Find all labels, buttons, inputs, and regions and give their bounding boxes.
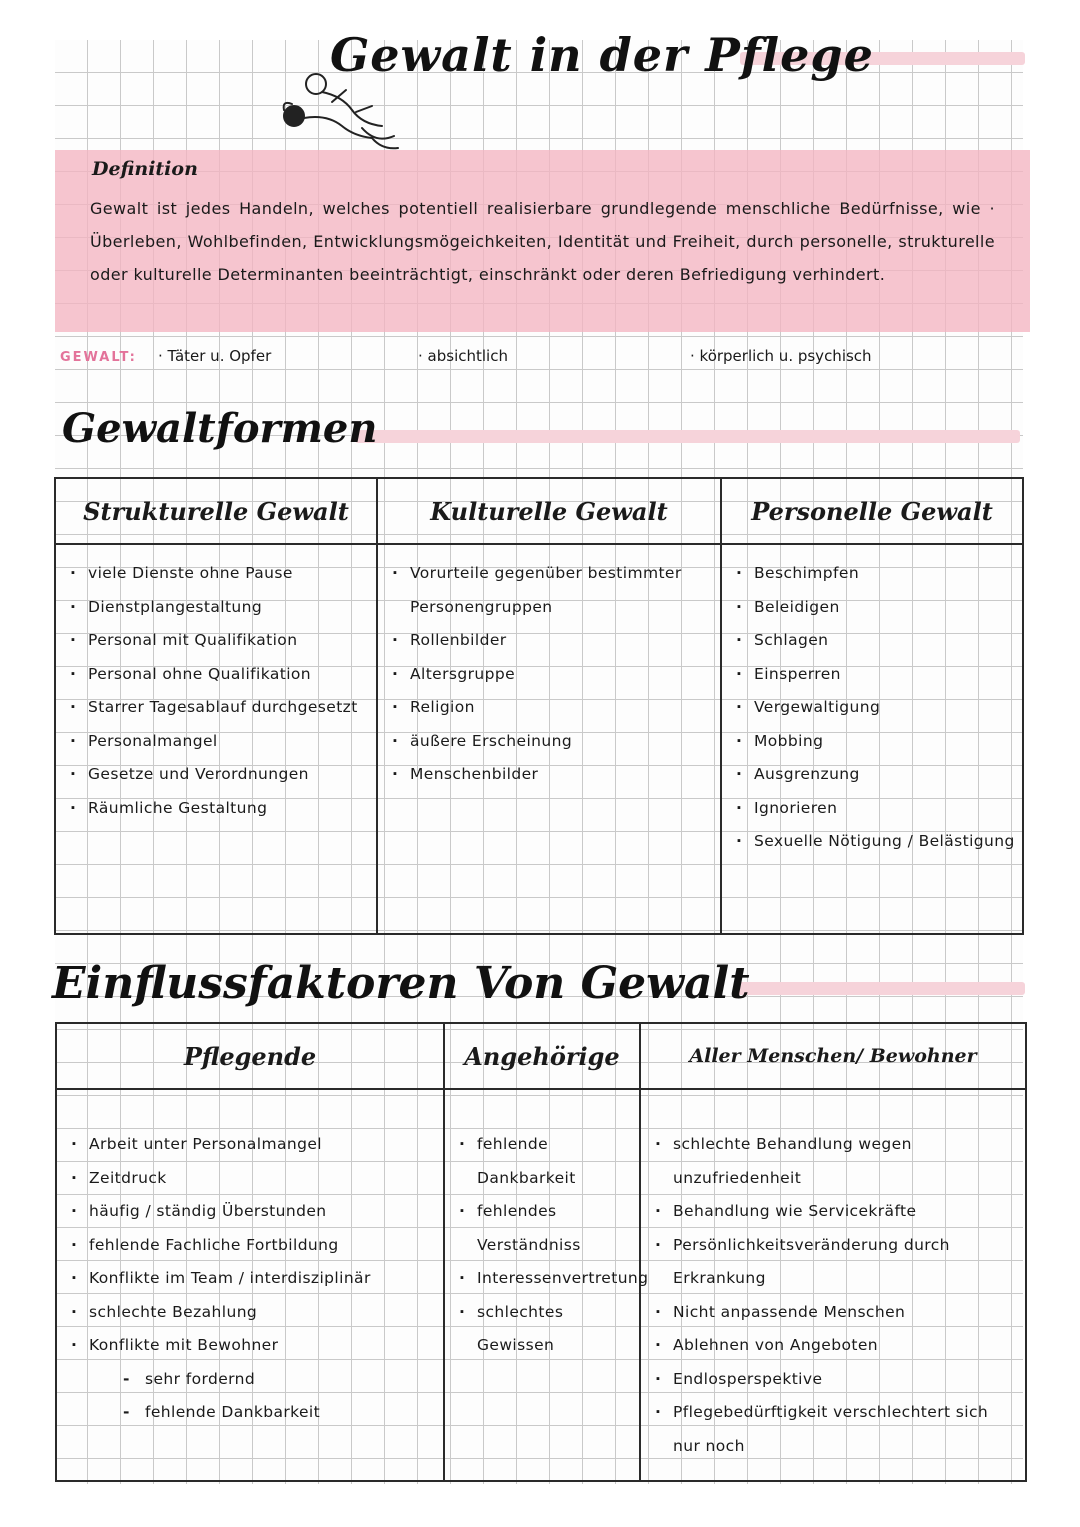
definition-text: Gewalt ist jedes Handeln, welches potentiell realisierbare grundlegende menschliche Bedürfnisse, wie · Überleben, Wohlbefinden, Entwicklungsmögeichkeiten, Identität und Freiheit, durch personelle, strukturelle oder kulturelle Determinanten beeinträchtigt, einschränkt oder deren Befriedigung verhindert. <box>90 199 995 284</box>
einfluss-highlight-strip <box>735 982 1025 995</box>
list-item: · Arbeit unter Personalmangel <box>67 1128 437 1162</box>
list-item: · Sexuelle Nötigung / Belästigung <box>732 825 1016 859</box>
column-cell <box>56 1089 444 1481</box>
list-item: · Ignorieren <box>732 792 1016 826</box>
list-item: · Ausgrenzung <box>732 758 1016 792</box>
list-item: · Gesetze und Verordnungen <box>66 758 370 792</box>
list-item: · Schlagen <box>732 624 1016 658</box>
list-item: · Vorurteile gegenüber bestimmter Personengruppen <box>388 557 714 624</box>
column-heading: Strukturelle Gewalt <box>55 478 377 544</box>
list-item: · Ablehnen von Angeboten <box>651 1329 1019 1363</box>
list-item: · Personal mit Qualifikation <box>66 624 370 658</box>
column-heading: Aller Menschen/ Bewohner <box>640 1023 1026 1089</box>
einflussfaktoren-title: Einflussfaktoren Von Gewalt <box>52 958 750 1009</box>
list-item: · Personal ohne Qualifikation <box>66 658 370 692</box>
column-cell <box>377 544 721 934</box>
column-cell <box>444 1089 649 1481</box>
list-item: · schlechte Bezahlung <box>67 1296 437 1330</box>
column-heading: Angehörige <box>444 1023 640 1089</box>
sub-list-item: - sehr fordernd <box>67 1363 437 1397</box>
list-item: · Zeitdruck <box>67 1162 437 1196</box>
gewalt-item: · Täter u. Opfer <box>158 347 272 365</box>
gewalt-label: GEWALT: <box>60 350 137 365</box>
list-item: · Religion <box>388 691 714 725</box>
column-heading: Personelle Gewalt <box>721 478 1023 544</box>
page-title: Gewalt in der Pflege <box>330 28 874 82</box>
list-item: · viele Dienste ohne Pause <box>66 557 370 591</box>
column-heading: Kulturelle Gewalt <box>377 478 721 544</box>
gewalt-item: · körperlich u. psychisch <box>690 347 872 365</box>
list-item: · Beleidigen <box>732 591 1016 625</box>
gewaltformen-highlight-strip <box>355 430 1020 443</box>
list-item: · fehlende Dankbarkeit <box>455 1128 633 1195</box>
list-item: · Dienstplangestaltung <box>66 591 370 625</box>
gewaltformen-title: Gewaltformen <box>62 405 378 452</box>
list-item: · Behandlung wie Servicekräfte <box>651 1195 1019 1229</box>
list-item: · Personalmangel <box>66 725 370 759</box>
list-item: · Mobbing <box>732 725 1016 759</box>
list-item: · äußere Erscheinung <box>388 725 714 759</box>
list-item: · fehlendes Verständniss <box>455 1195 633 1262</box>
list-item: · schlechtes Gewissen <box>455 1296 633 1363</box>
column-cell <box>55 544 377 934</box>
list-item: · Räumliche Gestaltung <box>66 792 370 826</box>
column-cell <box>640 1089 1026 1481</box>
list-item: · häufig / ständig Überstunden <box>67 1195 437 1229</box>
gewalt-item: · absichtlich <box>418 347 508 365</box>
einflussfaktoren-table <box>55 1022 1027 1482</box>
list-item: · schlechte Behandlung wegen unzufriedenheit <box>651 1128 1019 1195</box>
list-item: · Vergewaltigung <box>732 691 1016 725</box>
column-heading: Pflegende <box>56 1023 444 1089</box>
list-item: · Pflegebedürftigkeit verschlechtert sich nur noch <box>651 1396 1019 1463</box>
sub-list-item: - fehlende Dankbarkeit <box>67 1396 437 1430</box>
list-item: · Rollenbilder <box>388 624 714 658</box>
gewaltformen-table <box>54 477 1024 935</box>
list-item: · Altersgruppe <box>388 658 714 692</box>
list-item: · Starrer Tagesablauf durchgesetzt <box>66 691 370 725</box>
list-item: · Konflikte im Team / interdisziplinär <box>67 1262 437 1296</box>
people-doodle-icon <box>272 66 407 156</box>
list-item: · Beschimpfen <box>732 557 1016 591</box>
gewalt-summary-row <box>60 347 1020 373</box>
list-item: · Menschenbilder <box>388 758 714 792</box>
list-item: · Nicht anpassende Menschen <box>651 1296 1019 1330</box>
list-item: · fehlende Fachliche Fortbildung <box>67 1229 437 1263</box>
list-item: · Endlosperspektive <box>651 1363 1019 1397</box>
definition-heading: Definition <box>92 158 198 180</box>
list-item: · Persönlichkeitsveränderung durch Erkrankung <box>651 1229 1019 1296</box>
list-item: · Einsperren <box>732 658 1016 692</box>
list-item: · Interessenvertretung <box>455 1262 633 1296</box>
column-cell <box>721 544 1023 934</box>
list-item: · Konflikte mit Bewohner <box>67 1329 437 1363</box>
